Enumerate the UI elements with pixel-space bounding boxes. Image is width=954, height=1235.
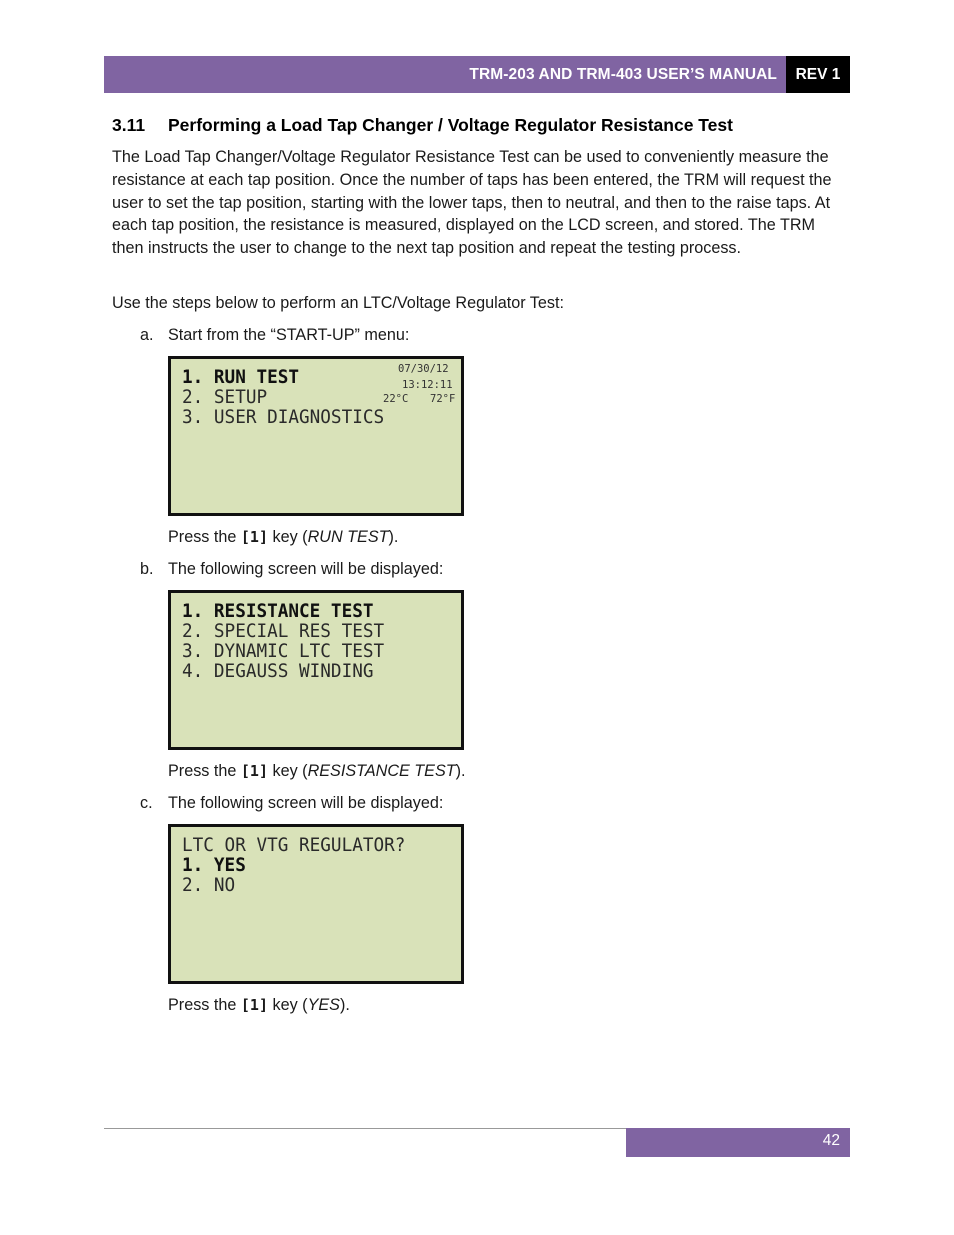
page-header: [104, 56, 850, 93]
press-suffix: ).: [455, 762, 466, 780]
steps-intro: Use the steps below to perform an LTC/Voltage Regulator Test:: [112, 294, 564, 312]
lcd-line: LTC OR VTG REGULATOR?: [182, 834, 406, 856]
press-suffix: ).: [388, 528, 399, 546]
lcd-line: 1. RUN TEST: [182, 366, 300, 388]
key-label: [1]: [240, 762, 268, 780]
step-text: Start from the “START-UP” menu:: [168, 326, 410, 344]
section-number: 3.11: [112, 115, 146, 135]
lcd-screen-ltc-prompt: [168, 824, 464, 984]
step-c: [140, 792, 443, 814]
lcd-temp-c: 22°C: [383, 393, 409, 405]
lcd-line: 4. DEGAUSS WINDING: [182, 660, 374, 682]
step-text: The following screen will be displayed:: [168, 560, 444, 578]
page-number: 42: [626, 1128, 850, 1157]
press-suffix: ).: [339, 996, 350, 1014]
lcd-line: 1. YES: [182, 854, 246, 876]
key-label: [1]: [240, 528, 268, 546]
press-prefix: Press the: [168, 528, 241, 546]
lcd-line: 3. USER DIAGNOSTICS: [182, 406, 385, 428]
lcd-screen-startup: [168, 356, 464, 516]
press-instruction-c: [168, 994, 350, 1016]
step-a: [140, 324, 409, 346]
step-text: The following screen will be displayed:: [168, 794, 444, 812]
step-letter: b.: [140, 560, 154, 578]
lcd-screen-test-menu: [168, 590, 464, 750]
press-prefix: Press the: [168, 762, 241, 780]
lcd-time: 13:12:11: [402, 379, 453, 391]
key-function: RUN TEST: [307, 528, 389, 546]
lcd-line: 1. RESISTANCE TEST: [182, 600, 374, 622]
lcd-line: 3. DYNAMIC LTC TEST: [182, 640, 385, 662]
press-prefix: Press the: [168, 996, 241, 1014]
lcd-line: 2. SPECIAL RES TEST: [182, 620, 385, 642]
lcd-line: 2. SETUP: [182, 386, 268, 408]
lcd-temp-f: 72°F: [430, 393, 456, 405]
key-function: RESISTANCE TEST: [307, 762, 456, 780]
intro-paragraph: The Load Tap Changer/Voltage Regulator Resistance Test can be used to conveniently measure the resistance at each tap position. Once the number of taps has been entered, the TRM will request the user to set the tap position, starting with the lower taps, then to neutral, and then to the raise taps. At each tap position, the resistance is measured, displayed on the LCD screen, and stored. The TRM then instructs the user to change to the next tap position and repeat the testing process.: [112, 148, 832, 258]
key-function: YES: [307, 996, 340, 1014]
section-heading: [112, 115, 733, 136]
footer-rule: [104, 1128, 626, 1129]
step-letter: a.: [140, 326, 154, 344]
press-instruction-a: [168, 526, 398, 548]
section-title: Performing a Load Tap Changer / Voltage Regulator Resistance Test: [168, 115, 733, 135]
revision-badge: REV 1: [786, 56, 850, 93]
key-label: [1]: [240, 996, 268, 1014]
manual-title: TRM-203 AND TRM-403 USER’S MANUAL: [469, 65, 777, 83]
press-mid: key (: [267, 996, 308, 1014]
step-letter: c.: [140, 794, 153, 812]
lcd-date: 07/30/12: [398, 363, 449, 375]
press-mid: key (: [267, 762, 308, 780]
step-b: [140, 558, 443, 580]
press-mid: key (: [267, 528, 308, 546]
press-instruction-b: [168, 760, 466, 782]
lcd-line: 2. NO: [182, 874, 236, 896]
